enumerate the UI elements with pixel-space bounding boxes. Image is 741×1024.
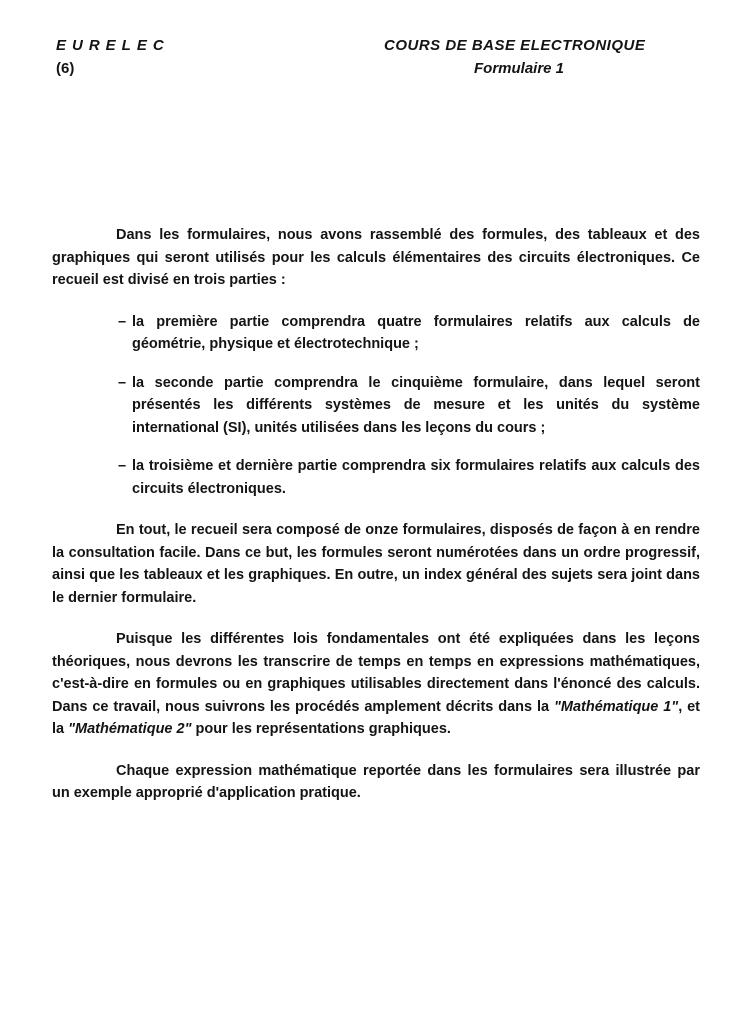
paragraph-4: Chaque expression mathématique reportée dans les formulaires sera illustrée par un exemple approprié d'application pratique. bbox=[52, 762, 700, 801]
course-title: COURS DE BASE ELECTRONIQUE bbox=[384, 37, 646, 54]
list-item-text: la première partie comprendra quatre formulaires relatifs aux calculs de géométrie, physique et électrotechnique ; bbox=[132, 313, 700, 352]
dash-marker: – bbox=[118, 374, 127, 391]
paragraph-3 bbox=[52, 628, 700, 741]
list-item-text: la seconde partie comprendra le cinquième formulaire, dans lequel seront présentés les différents systèmes de mesure et les unités du système international (SI), unités utilisées dans les leçons du cours ; bbox=[132, 374, 700, 436]
paragraph-2: En tout, le recueil sera composé de onze formulaires, disposés de façon à en rendre la consultation facile. Dans ce but, les formules seront numérotées dans un ordre progressif, ainsi que les tableaux et les graphiques. En outre, un index général des sujets sera joint dans le dernier formulaire. bbox=[52, 522, 700, 606]
body-text bbox=[52, 224, 700, 805]
reference-mathematique-1: "Mathématique 1" bbox=[553, 698, 679, 715]
paragraph-3-text-a: Puisque les différentes lois fondamentales ont été expliquées dans les leçons théoriques, nous devrons les transcrire de temps en temps en expressions mathématiques, c'est-à-dire en formules ou en graphiques utilisables directement dans l'énoncé des calculs. Dans ce travail, nous suivrons les procédés amplement décrits dans la bbox=[52, 631, 700, 715]
brand-name: EURELEC bbox=[56, 37, 170, 54]
paragraph-3-text-b: , et la bbox=[52, 698, 701, 737]
list-item bbox=[118, 455, 700, 500]
dash-marker: – bbox=[118, 458, 127, 474]
reference-mathematique-2: "Mathématique 2" bbox=[68, 721, 192, 737]
paragraph-3-text-c: pour les représentations graphiques. bbox=[195, 721, 451, 737]
dash-marker: – bbox=[118, 313, 127, 330]
list-item bbox=[118, 311, 700, 356]
page-number: (6) bbox=[56, 60, 75, 77]
list-item-text: la troisième et dernière partie comprendra six formulaires relatifs aux calculs des circuits électroniques. bbox=[132, 458, 700, 497]
intro-paragraph: Dans les formulaires, nous avons rassemblé des formules, des tableaux et des graphiques qui seront utilisés pour les calculs élémentaires des circuits électroniques. Ce recueil est divisé en trois parties : bbox=[52, 227, 700, 288]
form-subtitle: Formulaire 1 bbox=[474, 60, 565, 77]
list-item bbox=[118, 372, 700, 440]
parts-list bbox=[52, 311, 700, 501]
